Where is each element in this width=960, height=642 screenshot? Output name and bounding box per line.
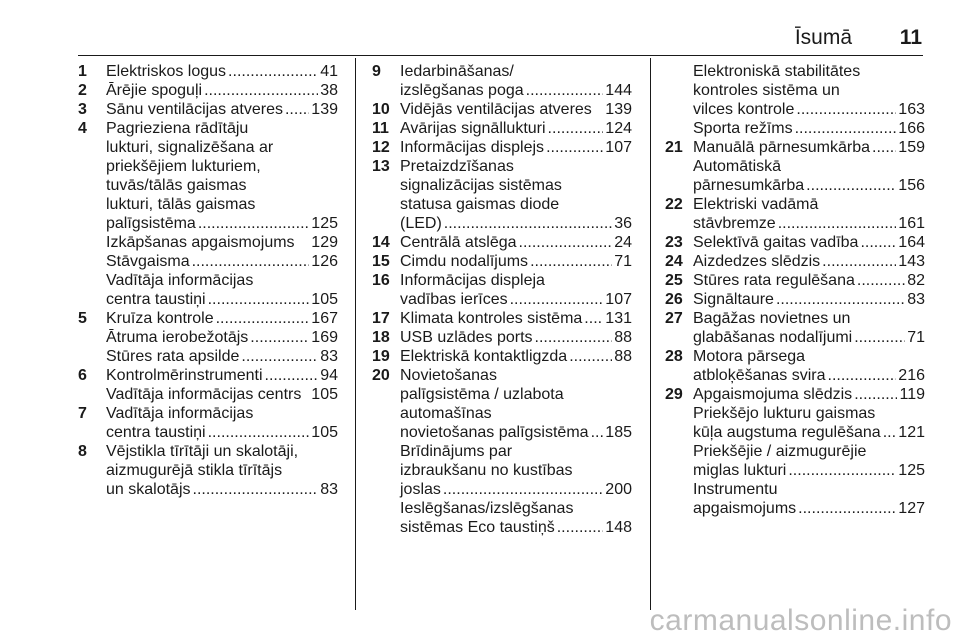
entry-last-line: [693, 176, 925, 195]
index-entry: [78, 62, 338, 81]
item-number: 28: [665, 348, 683, 365]
entry-text-line: palīgsistēma / uzlabota: [400, 386, 564, 403]
dot-leader: [208, 290, 310, 309]
page-reference-link[interactable]: 125: [898, 462, 925, 479]
page-reference-link[interactable]: 144: [605, 82, 632, 99]
header-rule: [78, 55, 923, 56]
entry-text-line: Pagrieziena rādītāju: [106, 120, 249, 137]
index-column-1: [78, 62, 338, 499]
index-subentry: [78, 233, 338, 252]
entry-last-line: [106, 328, 338, 347]
dot-leader: [795, 119, 897, 138]
entry-last-line: [693, 366, 925, 385]
index-entry: [665, 62, 925, 119]
page-reference-link[interactable]: 163: [898, 101, 925, 118]
index-subentry: [665, 442, 925, 480]
index-entry: [372, 271, 632, 309]
page-reference-link[interactable]: 185: [605, 424, 632, 441]
index-entry: [372, 119, 632, 138]
entry-label: Elektriskā kontaktligzda: [400, 348, 568, 365]
page-reference-link[interactable]: 139: [311, 101, 338, 118]
page-reference-link[interactable]: 127: [898, 500, 925, 517]
entry-text-line: Brīdinājums par: [400, 443, 513, 460]
dot-leader: [192, 252, 310, 271]
entry-label: kūļa augstuma regulēšana: [693, 424, 881, 441]
entry-label: (LED): [400, 215, 442, 232]
entry-last-line: [693, 499, 925, 518]
item-number: 4: [78, 120, 87, 137]
entry-last-line: [693, 233, 925, 252]
entry-label: pārnesumkārba: [693, 177, 805, 194]
entry-last-line: [400, 119, 632, 138]
index-subentry: [665, 119, 925, 138]
entry-label: Manuālā pārnesumkārba: [693, 139, 870, 156]
index-entry: [372, 366, 632, 442]
index-subentry: [665, 480, 925, 518]
entry-label: izslēgšanas poga: [400, 82, 524, 99]
page-reference-link[interactable]: 24: [614, 234, 632, 251]
page-reference-link[interactable]: 94: [320, 367, 338, 384]
item-number: 6: [78, 367, 87, 384]
dot-leader: [548, 119, 604, 138]
entry-last-line: [693, 138, 925, 157]
item-number: 17: [372, 310, 390, 327]
dot-leader: [208, 423, 310, 442]
dot-leader: [854, 385, 897, 404]
entry-text-line: signalizācijas sistēmas: [400, 177, 562, 194]
item-number: 26: [665, 291, 683, 308]
index-subentry: [78, 385, 338, 404]
page-reference-link[interactable]: 119: [899, 386, 925, 403]
dot-leader: [569, 347, 612, 366]
index-subentry: [372, 442, 632, 499]
entry-label: un skalotājs: [106, 481, 191, 498]
entry-text-line: Elektriski vadāmā: [693, 196, 819, 213]
item-number: 10: [372, 101, 390, 118]
page-reference-link[interactable]: 161: [898, 215, 925, 232]
index-subentry: [78, 347, 338, 366]
entry-last-line: [106, 347, 338, 366]
entry-last-line: [400, 214, 632, 233]
dot-leader: [557, 518, 604, 537]
entry-last-line: [106, 309, 338, 328]
entry-label: Kruīza kontrole: [106, 310, 214, 327]
entry-last-line: [106, 290, 338, 309]
index-subentry: [665, 404, 925, 442]
item-number: 2: [78, 82, 87, 99]
page-reference-link[interactable]: 83: [320, 481, 338, 498]
entry-text-line: Motora pārsega: [693, 348, 806, 365]
index-column-2: [372, 62, 632, 537]
entry-label: glabāšanas nodalījumi: [693, 329, 853, 346]
entry-last-line: [106, 233, 338, 252]
entry-text-line: Elektroniskā stabilitātes: [693, 63, 861, 80]
entry-text-line: automašīnas: [400, 405, 492, 422]
page-reference-link[interactable]: 107: [605, 139, 632, 156]
index-entry: [78, 81, 338, 100]
entry-text-line: Informācijas displeja: [400, 272, 545, 289]
entry-last-line: [400, 309, 632, 328]
entry-last-line: [106, 423, 338, 442]
entry-label: stāvbremze: [693, 215, 776, 232]
entry-text-line: Pretaizdzīšanas: [400, 158, 514, 175]
dot-leader: [584, 309, 603, 328]
page-reference-link[interactable]: 71: [614, 253, 632, 270]
entry-last-line: [106, 366, 338, 385]
index-entry: [372, 233, 632, 252]
page-reference-link[interactable]: 167: [311, 310, 338, 327]
index-entry: [372, 328, 632, 347]
entry-label: palīgsistēma: [106, 215, 196, 232]
entry-last-line: [693, 252, 925, 271]
entry-label: Elektriskos logus: [106, 63, 227, 80]
dot-leader: [798, 499, 896, 518]
entry-last-line: [400, 480, 632, 499]
entry-label: Signāltaure: [693, 291, 774, 308]
item-number: 8: [78, 443, 87, 460]
dot-leader: [854, 328, 905, 347]
page-reference-link[interactable]: 124: [605, 120, 632, 137]
entry-text-line: izbraukšanu no kustības: [400, 462, 573, 479]
entry-label: centra taustiņi: [106, 291, 206, 308]
watermark: carmanualsonline.info: [649, 604, 952, 637]
entry-last-line: [400, 252, 632, 271]
entry-label: vadības ierīces: [400, 291, 508, 308]
entry-label: Stūres rata regulēšana: [693, 272, 855, 289]
dot-leader: [285, 100, 309, 119]
entry-label: Stūres rata apsilde: [106, 348, 240, 365]
entry-text-line: Bagāžas novietnes un: [693, 310, 851, 327]
page-reference-link[interactable]: 105: [311, 424, 338, 441]
entry-last-line: [106, 62, 338, 81]
entry-text-line: Novietošanas: [400, 367, 497, 384]
entry-last-line: [693, 214, 925, 233]
entry-label: apgaismojums: [693, 500, 797, 517]
page-number: 11: [899, 26, 922, 49]
page-reference-link[interactable]: 38: [320, 82, 338, 99]
entry-label: Klimata kontroles sistēma: [400, 310, 583, 327]
item-number: 1: [78, 63, 87, 80]
entry-last-line: [106, 214, 338, 233]
item-number: 7: [78, 405, 87, 422]
entry-label: Ātruma ierobežotājs: [106, 329, 249, 346]
page-reference-link[interactable]: 126: [311, 253, 338, 270]
entry-last-line: [106, 81, 338, 100]
item-number: 21: [665, 139, 683, 156]
entry-label: Stāvgaisma: [106, 253, 190, 270]
dot-leader: [883, 423, 897, 442]
entry-text-line: lukturi, tālās gaismas: [106, 196, 256, 213]
entry-label: Sānu ventilācijas atveres: [106, 101, 283, 118]
index-entry: [665, 347, 925, 385]
dot-leader: [250, 328, 309, 347]
entry-label: Selektīvā gaitas vadība: [693, 234, 859, 251]
dot-leader: [228, 62, 318, 81]
entry-label: atbloķēšanas svira: [693, 367, 826, 384]
page-reference-link[interactable]: 88: [614, 348, 632, 365]
page-reference-link[interactable]: 105: [311, 386, 338, 403]
page-reference-link[interactable]: 139: [605, 101, 632, 118]
entry-last-line: [693, 290, 925, 309]
index-entry: [372, 100, 632, 119]
page-reference-link[interactable]: 200: [605, 481, 632, 498]
page-reference-link[interactable]: 143: [898, 253, 925, 270]
page-reference-link[interactable]: 82: [907, 272, 925, 289]
index-entry: [78, 366, 338, 385]
item-number: 23: [665, 234, 683, 251]
dot-leader: [872, 138, 896, 157]
dot-leader: [198, 214, 309, 233]
entry-text-line: Vadītāja informācijas: [106, 272, 254, 289]
page-reference-link[interactable]: 159: [898, 139, 925, 156]
page-reference-link[interactable]: 105: [311, 291, 338, 308]
entry-text-line: kontroles sistēma un: [693, 82, 840, 99]
page-reference-link[interactable]: 169: [311, 329, 338, 346]
dot-leader: [535, 328, 613, 347]
dot-leader: [828, 366, 897, 385]
page-reference-link[interactable]: 148: [605, 519, 632, 536]
page-reference-link[interactable]: 107: [605, 291, 632, 308]
column-divider: [650, 58, 651, 610]
dot-leader: [526, 81, 604, 100]
page-reference-link[interactable]: 83: [320, 348, 338, 365]
index-entry: [665, 309, 925, 347]
page-reference-link[interactable]: 164: [898, 234, 925, 251]
page-reference-link[interactable]: 36: [614, 215, 632, 232]
item-number: 29: [665, 386, 683, 403]
index-entry: [78, 119, 338, 233]
item-number: 14: [372, 234, 390, 251]
entry-last-line: [400, 347, 632, 366]
entry-label: Ārējie spoguļi: [106, 82, 203, 99]
item-number: 19: [372, 348, 390, 365]
entry-last-line: [693, 100, 925, 119]
index-entry: [372, 252, 632, 271]
index-subentry: [78, 271, 338, 309]
dot-leader: [822, 252, 896, 271]
index-entry: [665, 195, 925, 233]
entry-text-line: Vadītāja informācijas: [106, 405, 254, 422]
item-number: 16: [372, 272, 390, 289]
entry-text-line: priekšējiem lukturiem,: [106, 158, 261, 175]
index-entry: [78, 100, 338, 119]
item-number: 18: [372, 329, 390, 346]
entry-last-line: [400, 518, 632, 537]
entry-last-line: [693, 461, 925, 480]
entry-label: joslas: [400, 481, 441, 498]
index-entry: [665, 271, 925, 290]
index-entry: [665, 290, 925, 309]
dot-leader: [444, 214, 612, 233]
dot-leader: [788, 461, 896, 480]
entry-label: Cimdu nodalījums: [400, 253, 529, 270]
dot-leader: [241, 347, 318, 366]
item-number: 20: [372, 367, 390, 384]
entry-label: Sporta režīms: [693, 120, 793, 137]
entry-last-line: [400, 81, 632, 100]
entry-last-line: [106, 385, 338, 404]
entry-text-line: Ieslēgšanas/izslēgšanas: [400, 500, 574, 517]
entry-text-line: statusa gaismas diode: [400, 196, 560, 213]
page-reference-link[interactable]: 129: [311, 234, 338, 251]
dot-leader: [546, 138, 603, 157]
item-number: 11: [372, 120, 389, 137]
index-entry: [665, 252, 925, 271]
dot-leader: [591, 423, 604, 442]
item-number: 3: [78, 101, 87, 118]
item-number: 25: [665, 272, 683, 289]
entry-last-line: [693, 328, 925, 347]
entry-text-line: tuvās/tālās gaismas: [106, 177, 247, 194]
entry-last-line: [693, 119, 925, 138]
entry-last-line: [693, 271, 925, 290]
dot-leader: [860, 233, 896, 252]
entry-label: Apgaismojuma slēdzis: [693, 386, 853, 403]
index-entry: [665, 138, 925, 157]
page-reference-link[interactable]: 83: [907, 291, 925, 308]
index-subentry: [78, 252, 338, 271]
index-entry: [78, 309, 338, 328]
index-entry: [372, 138, 632, 157]
entry-last-line: [106, 480, 338, 499]
entry-last-line: [400, 423, 632, 442]
item-number: 15: [372, 253, 390, 270]
dot-leader: [806, 176, 896, 195]
index-entry: [665, 233, 925, 252]
entry-text-line: Automātiskā: [693, 158, 782, 175]
entry-label: Aizdedzes slēdzis: [693, 253, 821, 270]
entry-last-line: [400, 328, 632, 347]
entry-label: vilces kontrole: [693, 101, 795, 118]
page-reference-link[interactable]: 131: [605, 310, 632, 327]
entry-label: Kontrolmērinstrumenti: [106, 367, 263, 384]
item-number: 9: [372, 63, 381, 80]
page-reference-link[interactable]: 88: [614, 329, 632, 346]
entry-label: centra taustiņi: [106, 424, 206, 441]
entry-label: sistēmas Eco taustiņš: [400, 519, 555, 536]
section-title: Īsumā: [794, 26, 852, 49]
entry-label: Izkāpšanas apgaismojums: [106, 234, 295, 251]
item-number: 13: [372, 158, 390, 175]
entry-last-line: [106, 100, 338, 119]
entry-text-line: lukturi, signalizēšana ar: [106, 139, 274, 156]
dot-leader: [530, 252, 612, 271]
item-number: 12: [372, 139, 390, 156]
entry-text-line: aizmugurējā stikla tīrītājs: [106, 462, 283, 479]
dot-leader: [510, 290, 604, 309]
dot-leader: [443, 480, 603, 499]
item-number: 22: [665, 196, 683, 213]
entry-last-line: [106, 252, 338, 271]
entry-text-line: Vējstikla tīrītāji un skalotāji,: [106, 443, 299, 460]
item-number: 5: [78, 310, 87, 327]
dot-leader: [204, 81, 318, 100]
entry-label: Avārijas signāllukturi: [400, 120, 546, 137]
index-entry: [372, 62, 632, 100]
page-reference-link[interactable]: 166: [898, 120, 925, 137]
page-reference-link[interactable]: 156: [898, 177, 925, 194]
index-entry: [78, 442, 338, 499]
item-number: 24: [665, 253, 683, 270]
dot-leader: [776, 290, 905, 309]
page-reference-link[interactable]: 71: [907, 329, 925, 346]
entry-last-line: [400, 290, 632, 309]
entry-text-line: Iedarbināšanas/: [400, 63, 514, 80]
entry-last-line: [400, 100, 632, 119]
entry-last-line: [693, 423, 925, 442]
dot-leader: [778, 214, 897, 233]
dot-leader: [265, 366, 319, 385]
index-subentry: [372, 499, 632, 537]
index-entry: [372, 309, 632, 328]
entry-label: Vadītāja informācijas centrs: [106, 386, 302, 403]
entry-label: Informācijas displejs: [400, 139, 545, 156]
entry-text-line: Instrumentu: [693, 481, 778, 498]
page-reference-link[interactable]: 121: [898, 424, 925, 441]
index-entry: [78, 404, 338, 442]
entry-last-line: [400, 138, 632, 157]
index-column-3: [665, 62, 925, 518]
entry-last-line: [400, 233, 632, 252]
dot-leader: [857, 271, 905, 290]
index-entry: [372, 157, 632, 233]
page-reference-link[interactable]: 41: [320, 63, 338, 80]
entry-text-line: Priekšējo lukturu gaismas: [693, 405, 876, 422]
entry-label: Centrālā atslēga: [400, 234, 517, 251]
column-divider: [355, 58, 356, 610]
entry-text-line: Priekšējie / aizmugurējie: [693, 443, 867, 460]
dot-leader: [193, 480, 319, 499]
page-reference-link[interactable]: 125: [311, 215, 338, 232]
entry-label: USB uzlādes ports: [400, 329, 533, 346]
page-header: [0, 0, 960, 52]
index-subentry: [78, 328, 338, 347]
index-entry: [665, 385, 925, 404]
page-reference-link[interactable]: 216: [898, 367, 925, 384]
entry-label: miglas lukturi: [693, 462, 787, 479]
index-entry: [372, 347, 632, 366]
dot-leader: [216, 309, 310, 328]
item-number: 27: [665, 310, 683, 327]
entry-label: Vidējās ventilācijas atveres: [400, 101, 592, 118]
dot-leader: [796, 100, 896, 119]
dot-leader: [519, 233, 613, 252]
entry-last-line: [693, 385, 925, 404]
entry-label: novietošanas palīgsistēma: [400, 424, 589, 441]
index-subentry: [665, 157, 925, 195]
